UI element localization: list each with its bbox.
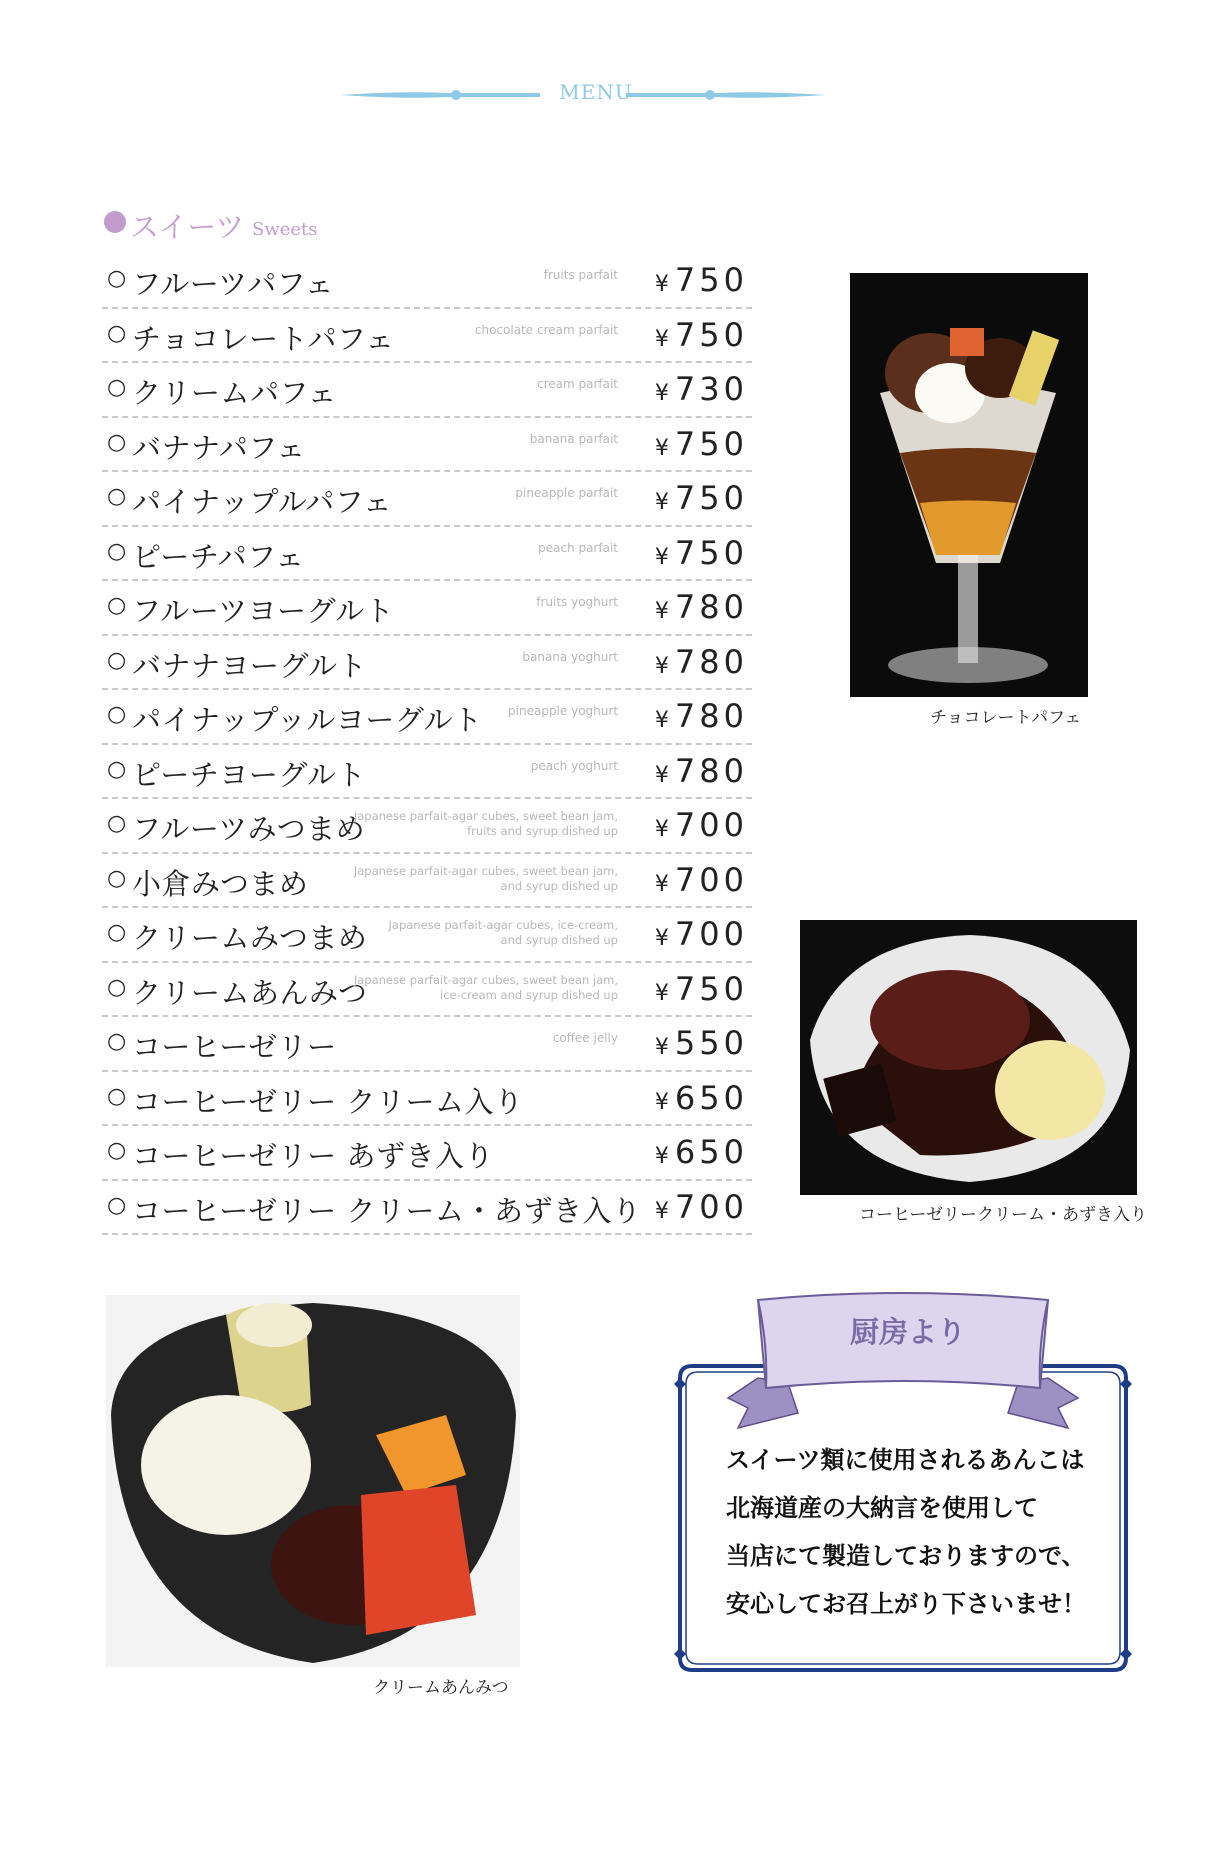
price-value: 700: [674, 1187, 748, 1226]
menu-item: [102, 581, 752, 636]
yen-symbol: ¥: [654, 762, 669, 788]
yen-symbol: ¥: [654, 1198, 669, 1224]
note-line: 安心してお召上がり下さいませ！: [726, 1590, 1086, 1618]
list-marker-icon: ○: [107, 1029, 127, 1054]
item-name: バナナパフェ: [132, 430, 306, 465]
item-description-line: peach parfait: [538, 540, 618, 555]
yen-symbol: ¥: [654, 817, 669, 842]
item-description-line: pineapple parfait: [515, 486, 618, 500]
list-marker-icon: ○: [107, 756, 127, 782]
item-name: ピーチヨーグルト: [132, 757, 366, 792]
list-marker-icon: ○: [107, 538, 127, 564]
item-description-line: chocolate cream parfait: [474, 322, 618, 337]
item-description-line: and syrup dished up: [500, 933, 618, 947]
price-value: 750: [674, 315, 748, 354]
item-name: ピーチパフェ: [132, 539, 305, 574]
yen-symbol: ¥: [654, 871, 669, 897]
photo-caption-jelly: コーヒーゼリークリーム・あずき入り: [859, 1205, 1147, 1225]
menu-item: [102, 799, 752, 854]
item-description-line: ice-cream and syrup dished up: [440, 987, 618, 1002]
photo-coffee-jelly: [800, 920, 1137, 1195]
menu-item: [102, 636, 752, 691]
price-value: 750: [674, 479, 748, 517]
item-price: [655, 425, 748, 463]
menu-item: [102, 908, 752, 963]
menu-item: [102, 1072, 752, 1127]
menu-header: [0, 80, 1221, 110]
price-value: 750: [674, 969, 748, 1008]
price-value: 780: [674, 642, 748, 681]
item-price: [655, 534, 748, 572]
item-description-line: Japanese parfait-agar cubes, sweet bean jam,: [353, 863, 618, 878]
yen-symbol: ¥: [654, 381, 669, 406]
item-description: [389, 918, 618, 948]
yen-symbol: ¥: [654, 926, 669, 951]
item-description: [537, 377, 618, 392]
item-price: [655, 316, 748, 354]
photo-chocolate-parfait: [850, 273, 1088, 697]
list-marker-icon: ○: [107, 974, 127, 1000]
list-marker-icon: ○: [107, 320, 127, 346]
price-value: 700: [674, 860, 748, 899]
list-marker-icon: ○: [107, 266, 127, 291]
item-name: フルーツみつまめ: [132, 812, 366, 846]
price-value: 780: [674, 697, 748, 735]
item-name: チョコレートパフェ: [132, 321, 395, 356]
item-name: フルーツパフェ: [132, 267, 335, 301]
item-price: [655, 1079, 748, 1117]
list-marker-icon: ○: [107, 702, 127, 727]
item-description-line: pineapple yoghurt: [508, 704, 618, 718]
menu-item: [102, 1181, 752, 1236]
menu-item: [102, 472, 752, 527]
item-price: [655, 1133, 748, 1171]
item-description-line: and syrup dished up: [500, 878, 618, 893]
yen-symbol: ¥: [654, 1144, 669, 1169]
menu-item: [102, 254, 752, 309]
list-marker-icon: ○: [107, 375, 127, 400]
price-value: 780: [674, 751, 748, 790]
yen-symbol: ¥: [654, 599, 669, 624]
price-value: 750: [674, 261, 748, 299]
item-description-line: Japanese parfait-agar cubes, sweet bean jam,: [353, 809, 618, 823]
yen-symbol: ¥: [654, 1089, 669, 1115]
item-name: コーヒーゼリー: [132, 1030, 337, 1064]
item-description-line: fruits and syrup dished up: [467, 824, 618, 838]
menu-item: [102, 363, 752, 418]
item-description: [530, 432, 618, 447]
item-description: [538, 541, 618, 556]
note-text: [726, 1436, 1116, 1628]
item-name: コーヒーゼリー クリーム・あずき入り: [132, 1193, 642, 1228]
price-value: 700: [674, 806, 748, 844]
item-price: [655, 752, 748, 790]
bullet-dot-icon: [104, 211, 126, 233]
item-description-line: coffee jelly: [552, 1031, 618, 1045]
yen-symbol: ¥: [654, 272, 669, 297]
item-description-line: Japanese parfait-agar cubes, sweet bean jam,: [353, 972, 618, 987]
item-description: [536, 595, 618, 610]
item-price: [655, 1024, 748, 1062]
item-price: [655, 806, 748, 844]
item-description-line: cream parfait: [536, 377, 618, 391]
yen-symbol: ¥: [654, 708, 669, 733]
price-value: 550: [674, 1024, 748, 1062]
item-price: [655, 588, 748, 626]
menu-item: [102, 963, 752, 1018]
list-marker-icon: ○: [107, 429, 127, 455]
yen-symbol: ¥: [654, 326, 669, 352]
menu-item: [102, 854, 752, 909]
list-marker-icon: ○: [107, 920, 127, 945]
item-description: [354, 864, 618, 894]
price-value: 650: [674, 1078, 748, 1117]
item-description: [475, 323, 618, 338]
item-price: [655, 861, 748, 899]
item-description: [531, 759, 618, 774]
item-description: [553, 1031, 618, 1046]
menu-item: [102, 1017, 752, 1072]
item-description-line: peach yoghurt: [530, 758, 618, 773]
yen-symbol: ¥: [654, 653, 669, 679]
note-line: 北海道産の大納言を使用して: [726, 1494, 1038, 1522]
item-price: [655, 1188, 748, 1226]
item-name: コーヒーゼリー あずき入り: [132, 1139, 494, 1173]
item-name: クリームパフェ: [132, 376, 338, 410]
item-name: クリームあんみつ: [132, 975, 368, 1010]
item-description-line: fruits yoghurt: [536, 595, 618, 609]
item-name: パイナップルパフェ: [132, 485, 393, 519]
item-price: [655, 643, 748, 681]
menu-item: [102, 1126, 752, 1181]
menu-title: MENU: [559, 80, 633, 104]
menu-list: [102, 254, 752, 1235]
photo-cream-anmitsu: [106, 1295, 520, 1667]
list-marker-icon: ○: [107, 811, 127, 836]
item-price: [655, 697, 748, 735]
section-title-en: Sweets: [252, 219, 318, 240]
yen-symbol: ¥: [654, 490, 669, 515]
item-description: [354, 809, 618, 839]
item-name: 小倉みつまめ: [132, 866, 309, 901]
item-name: フルーツヨーグルト: [132, 594, 395, 628]
item-name: クリームみつまめ: [132, 921, 368, 955]
list-marker-icon: ○: [107, 865, 127, 891]
list-marker-icon: ○: [107, 593, 127, 618]
item-description-line: banana parfait: [529, 431, 618, 446]
photo-caption-anmitsu: クリームあんみつ: [373, 1678, 509, 1698]
menu-item: [102, 527, 752, 582]
list-marker-icon: ○: [107, 1138, 127, 1163]
item-name: バナナヨーグルト: [132, 648, 368, 683]
menu-item: [102, 418, 752, 473]
price-value: 750: [674, 424, 748, 463]
item-description-line: Japanese parfait-agar cubes, ice-cream,: [388, 918, 618, 932]
note-line: 当店にて製造しておりますので、: [726, 1542, 1086, 1570]
note-title: 厨房より: [849, 1315, 966, 1349]
note-line: スイーツ類に使用されるあんこは: [726, 1446, 1085, 1474]
list-marker-icon: ○: [107, 484, 127, 509]
menu-item: [102, 690, 752, 745]
yen-symbol: ¥: [654, 980, 669, 1006]
kitchen-note: [668, 1288, 1138, 1678]
item-description: [508, 704, 618, 719]
item-name: パイナップッルヨーグルト: [132, 703, 483, 737]
item-price: [655, 370, 748, 408]
item-description: [354, 973, 618, 1003]
item-description: [515, 486, 618, 501]
photo-caption-parfait: チョコレートパフェ: [930, 708, 1082, 728]
item-description: [522, 650, 618, 665]
yen-symbol: ¥: [654, 435, 669, 461]
price-value: 650: [674, 1133, 748, 1171]
item-price: [655, 970, 748, 1008]
list-marker-icon: ○: [107, 1192, 127, 1218]
price-value: 700: [674, 915, 748, 953]
yen-symbol: ¥: [654, 544, 669, 570]
item-description-line: fruits parfait: [543, 268, 618, 282]
section-title-jp: スイーツ: [130, 210, 245, 244]
item-price: [655, 261, 748, 299]
price-value: 750: [674, 533, 748, 572]
item-description: [544, 268, 618, 283]
yen-symbol: ¥: [654, 1035, 669, 1060]
menu-item: [102, 745, 752, 800]
item-price: [655, 915, 748, 953]
item-name: コーヒーゼリー クリーム入り: [132, 1084, 524, 1119]
list-marker-icon: ○: [107, 1083, 127, 1109]
item-description-line: banana yoghurt: [522, 649, 618, 664]
item-price: [655, 479, 748, 517]
price-value: 780: [674, 588, 748, 626]
list-marker-icon: ○: [107, 647, 127, 673]
menu-item: [102, 309, 752, 364]
price-value: 730: [674, 370, 748, 408]
